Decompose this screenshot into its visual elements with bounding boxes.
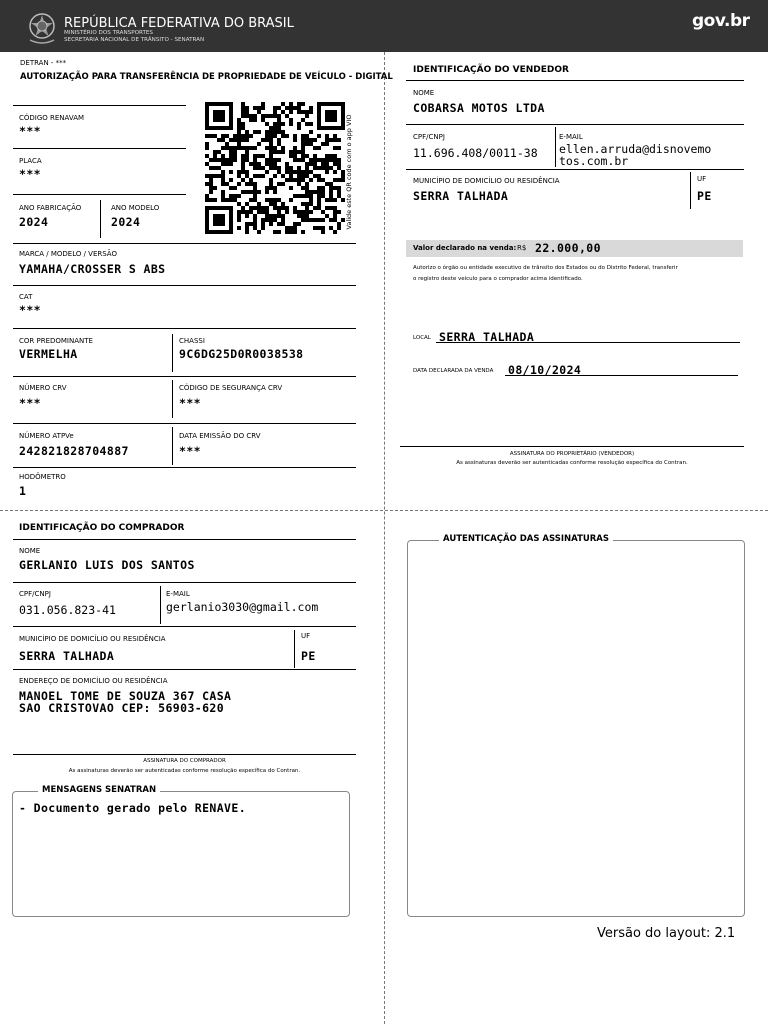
buyer-name-value: GERLANIO LUIS DOS SANTOS	[19, 558, 195, 572]
buyer-email-value: gerlanio3030@gmail.com	[166, 600, 319, 614]
crv-value: ***	[19, 396, 41, 410]
buyer-doc-label: CPF/CNPJ	[19, 590, 51, 598]
year-mfg-label: ANO FABRICAÇÃO	[19, 204, 82, 212]
seller-name-label: NOME	[413, 89, 435, 97]
govbr-logo: gov.br	[692, 11, 750, 31]
divider	[172, 334, 173, 372]
seller-name-value: COBARSA MOTOS LTDA	[413, 101, 545, 115]
year-model-value: 2024	[111, 215, 141, 229]
divider	[13, 376, 356, 377]
declared-value-currency: R$	[517, 244, 527, 252]
odometer-label: HODÔMETRO	[19, 473, 66, 481]
divider	[13, 582, 356, 583]
seller-uf-label: UF	[697, 175, 707, 183]
divider	[172, 380, 173, 418]
plate-label: PLACA	[19, 157, 42, 165]
brand-label: MARCA / MODELO / VERSÃO	[19, 250, 117, 258]
buyer-uf-value: PE	[301, 649, 316, 663]
seller-email-line1: ellen.arruda@disnovemo	[559, 142, 712, 156]
buyer-address-line1: MANOEL TOME DE SOUZA 367 CASA	[19, 689, 232, 703]
divider	[505, 375, 738, 376]
seller-city-value: SERRA TALHADA	[413, 189, 509, 203]
divider	[406, 169, 744, 170]
divider	[13, 328, 356, 329]
buyer-address-line2: SAO CRISTOVAO CEP: 56903-620	[19, 701, 225, 715]
atpve-label: NÚMERO ATPVe	[19, 432, 74, 440]
brand-value: YAMAHA/CROSSER S ABS	[19, 262, 166, 276]
divider	[13, 285, 356, 286]
horizontal-cut-line	[0, 510, 768, 511]
color-value: VERMELHA	[19, 347, 78, 361]
qr-caption: Valide este QR code com o app VIO	[345, 114, 353, 230]
seller-signature-line	[400, 446, 744, 447]
seller-uf-value: PE	[697, 189, 712, 203]
buyer-email-label: E-MAIL	[166, 590, 190, 598]
divider	[406, 124, 744, 125]
buyer-name-label: NOME	[19, 547, 41, 555]
buyer-address-label: ENDEREÇO DE DOMICÍLIO OU RESIDÊNCIA	[19, 677, 168, 685]
qr-code	[205, 102, 345, 234]
buyer-uf-label: UF	[301, 632, 311, 640]
divider	[100, 200, 101, 238]
divider	[13, 626, 356, 627]
divider	[690, 172, 691, 209]
seller-section-title: IDENTIFICAÇÃO DO VENDEDOR	[413, 65, 569, 75]
divider	[13, 669, 356, 670]
seller-email-label: E-MAIL	[559, 133, 583, 141]
authorization-text-line2: o registro deste veículo para o comprador acima identificado.	[413, 276, 583, 282]
color-label: COR PREDOMINANTE	[19, 337, 93, 345]
buyer-section-title: IDENTIFICAÇÃO DO COMPRADOR	[19, 523, 185, 533]
atpve-value: 242821828704887	[19, 444, 129, 458]
cat-label: CAT	[19, 293, 33, 301]
seller-doc-value: 11.696.408/0011-38	[413, 146, 538, 160]
divider	[294, 630, 295, 668]
buyer-city-value: SERRA TALHADA	[19, 649, 115, 663]
document-title: AUTORIZAÇÃO PARA TRANSFERÊNCIA DE PROPRIEDADE DE VEÍCULO - DIGITAL	[20, 72, 393, 82]
crv-date-value: ***	[179, 444, 201, 458]
plate-value: ***	[19, 167, 41, 181]
divider	[406, 80, 744, 81]
renavam-label: CÓDIGO RENAVAM	[19, 114, 85, 122]
seller-signature-note: As assinaturas deverão ser autenticadas conforme resolução específica do Contran.	[456, 460, 688, 466]
divider	[436, 342, 740, 343]
crv-code-label: CÓDIGO DE SEGURANÇA CRV	[179, 384, 283, 392]
seller-signature-label: ASSINATURA DO PROPRIETÁRIO (VENDEDOR)	[509, 451, 635, 457]
local-label: LOCAL	[413, 335, 431, 341]
seller-email-line2: tos.com.br	[559, 154, 629, 168]
buyer-signature-line	[13, 754, 356, 755]
divider	[13, 539, 356, 540]
declared-value-label: Valor declarado na venda:	[413, 244, 517, 252]
divider	[13, 148, 186, 149]
divider	[160, 586, 161, 624]
divider	[13, 467, 356, 468]
buyer-signature-label: ASSINATURA DO COMPRADOR	[143, 758, 226, 764]
divider	[13, 423, 356, 424]
divider	[13, 105, 186, 106]
divider	[13, 243, 356, 244]
messages-title: MENSAGENS SENATRAN	[38, 785, 160, 795]
divider	[555, 127, 556, 167]
sale-date-value: 08/10/2024	[508, 363, 582, 377]
local-value: SERRA TALHADA	[439, 330, 535, 344]
declared-value: 22.000,00	[535, 241, 601, 255]
vertical-cut-line	[384, 52, 385, 1024]
layout-version: Versão do layout: 2.1	[597, 926, 736, 941]
messages-text: - Documento gerado pelo RENAVE.	[19, 801, 247, 815]
divider	[13, 194, 186, 195]
year-mfg-value: 2024	[19, 215, 49, 229]
header-title: REPÚBLICA FEDERATIVA DO BRASIL	[64, 16, 294, 31]
cat-value: ***	[19, 303, 41, 317]
authorization-text-line1: Autorizo o órgão ou entidade executivo de trânsito dos Estados ou do Distrito Federal, transferir	[413, 265, 678, 271]
chassis-value: 9C6DG25D0R0038538	[179, 347, 304, 361]
renavam-value: ***	[19, 124, 41, 138]
brasil-coat-of-arms-icon	[26, 10, 58, 46]
divider	[172, 427, 173, 465]
seller-doc-label: CPF/CNPJ	[413, 133, 445, 141]
crv-code-value: ***	[179, 396, 201, 410]
year-model-label: ANO MODELO	[111, 204, 160, 212]
buyer-doc-value: 031.056.823-41	[19, 603, 116, 617]
authentication-box	[407, 540, 745, 917]
crv-label: NÚMERO CRV	[19, 384, 67, 392]
authentication-title: AUTENTICAÇÃO DAS ASSINATURAS	[439, 534, 613, 544]
buyer-signature-note: As assinaturas deverão ser autenticadas conforme resolução específica do Contran.	[68, 768, 301, 774]
chassis-label: CHASSI	[179, 337, 205, 345]
buyer-city-label: MUNICÍPIO DE DOMICÍLIO OU RESIDÊNCIA	[19, 635, 166, 643]
header-secretariat: SECRETARIA NACIONAL DE TRÂNSITO - SENATRAN	[64, 37, 205, 43]
sale-date-label: DATA DECLARADA DA VENDA	[413, 368, 494, 374]
detran-label: DETRAN - ***	[20, 59, 67, 67]
header-ministry: MINISTÉRIO DOS TRANSPORTES	[64, 30, 153, 36]
odometer-value: 1	[19, 484, 27, 498]
crv-date-label: DATA EMISSÃO DO CRV	[179, 432, 261, 440]
seller-city-label: MUNICÍPIO DE DOMICÍLIO OU RESIDÊNCIA	[413, 177, 560, 185]
